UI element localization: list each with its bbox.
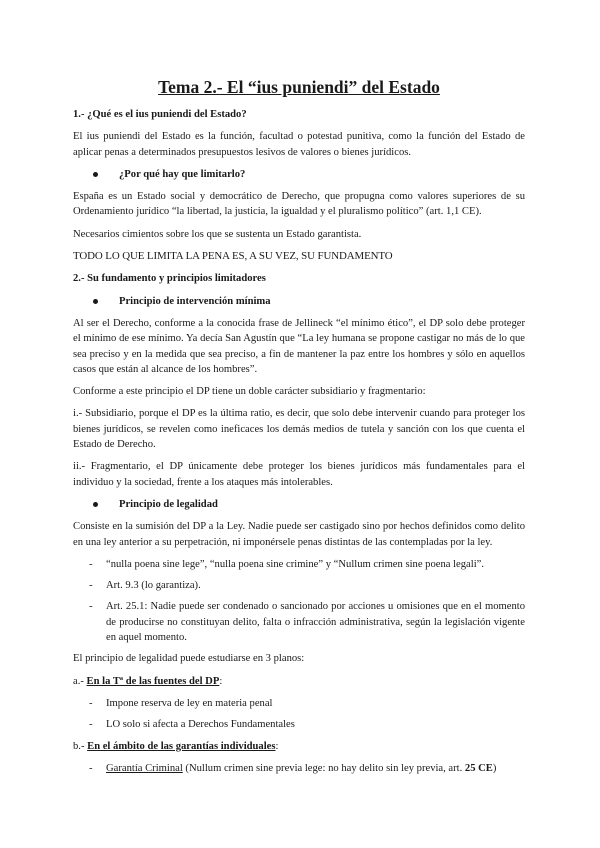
dash-marker: - [89, 601, 93, 613]
bullet-dot-icon [93, 172, 98, 177]
plane-b-heading [73, 739, 525, 754]
page-title: Tema 2.- El “ius puniendi” del Estado [158, 77, 440, 97]
bullet-dot-icon [93, 502, 98, 507]
s2-bullet-2 [73, 497, 525, 512]
list-item-text: Art. 9.3 (lo garantiza). [106, 580, 201, 592]
list-item-text: Impone reserva de ley en materia penal [106, 697, 273, 709]
s2-paragraph-3: i.- Subsidiario, porque el DP es la última ratio, es decir, que solo debe intervenir cuando para proteger los bienes jurídicos, se revelen como ineficaces los demás medios de tutela y sanción con los que cuenta el Estado de Derecho. [73, 408, 525, 451]
plane-a-prefix: a.- [73, 675, 87, 687]
bullet-dot-icon [93, 299, 98, 304]
list-item [73, 599, 525, 645]
plane-a-heading [73, 674, 525, 689]
s1-bullet-text: ¿Por qué hay que limitarlo? [119, 168, 246, 180]
s2-bullet-1 [73, 294, 525, 309]
list-item-text [106, 763, 496, 774]
list-item [73, 761, 525, 776]
garantia-criminal-label: Garantía Criminal [106, 762, 183, 774]
s2-bullet-2-text: Principio de legalidad [119, 498, 218, 510]
s1-paragraph-1: El ius puniendi del Estado es la función, facultad o potestad punitiva, como la función del Estado de aplicar penas a determinados presupuestos lesivos de valores o bienes jurídicos. [73, 131, 525, 158]
dash-marker: - [89, 580, 93, 592]
s1-paragraph-2: España es un Estado social y democrático de Derecho, que propugna como valores superiores de su Ordenamiento jurídico “la libertad, la justicia, la igualdad y el pluralismo político” (art. 1,1 CE). [73, 191, 525, 218]
dash-marker: - [89, 697, 93, 709]
s2-paragraph-1: Al ser el Derecho, conforme a la conocida frase de Jellineck “el mínimo ético”, el DP solo debe proteger el mínimo de ese mínimo. Ya decía San Agustín que “La ley humana se propone castigar no más de lo que sea preciso y en la medida que sea preciso, a fin de mantener la paz entre los hombres y sólo en aquellos casos que están al alcance de los hombres”. [73, 317, 525, 375]
s1-bullet-heading [73, 167, 525, 182]
list-item [73, 717, 525, 732]
s2-paragraph-4: ii.- Fragmentario, el DP únicamente debe proteger los bienes jurídicos más fundamentales para el individuo y la sociedad, frente a los ataques más intolerables. [73, 461, 525, 488]
s2-paragraph-5: Consiste en la sumisión del DP a la Ley. Nadie puede ser castigado sino por hechos definidos como delito en una ley anterior a su perpetración, ni imponérsele penas distintas de las contempladas por la ley. [73, 521, 525, 548]
section-1-heading: 1.- ¿Qué es el ius puniendi del Estado? [73, 109, 247, 120]
garantia-criminal-end: ) [492, 762, 497, 774]
list-item-text: LO solo si afecta a Derechos Fundamentales [106, 719, 295, 731]
s2-bullet-1-text: Principio de intervención mínima [119, 295, 271, 307]
list-item [73, 578, 525, 593]
dash-marker: - [89, 558, 93, 570]
list-item-text: Art. 25.1: Nadie puede ser condenado o sancionado por acciones u omisiones que en el momento de producirse no constituyan delito, falta o infracción administrativa, según la legislación vigente en aquel momento. [106, 601, 525, 644]
plane-b-suffix: : [275, 740, 279, 752]
dash-marker: - [89, 719, 93, 731]
s1-paragraph-4: TODO LO QUE LIMITA LA PENA ES, A SU VEZ, SU FUNDAMENTO [73, 250, 393, 263]
list-item-text: “nulla poena sine lege”, “nulla poena sine crimine” y “Nullum crimen sine poena legali”. [106, 558, 484, 570]
plane-a-label: En la Tª de las fuentes del DP [86, 675, 220, 687]
plane-a-suffix: : [219, 675, 223, 687]
list-item [73, 696, 525, 711]
dash-marker: - [89, 762, 93, 774]
section-2-heading: 2.- Su fundamento y principios limitadores [73, 273, 266, 285]
s2-paragraph-6: El principio de legalidad puede estudiarse en 3 planos: [73, 653, 305, 665]
plane-b-prefix: b.- [73, 740, 88, 752]
garantia-criminal-article: 25 CE [464, 762, 493, 774]
document-page [73, 76, 525, 782]
garantia-criminal-text: (Nullum crimen sine previa lege: no hay delito sin ley previa, art. [182, 762, 465, 774]
s1-paragraph-3: Necesarios cimientos sobre los que se sustenta un Estado garantista. [73, 228, 362, 240]
plane-b-label: En el ámbito de las garantías individuales [87, 740, 276, 752]
list-item [73, 557, 525, 572]
s2-paragraph-2: Conforme a este principio el DP tiene un doble carácter subsidiario y fragmentario: [73, 386, 426, 398]
